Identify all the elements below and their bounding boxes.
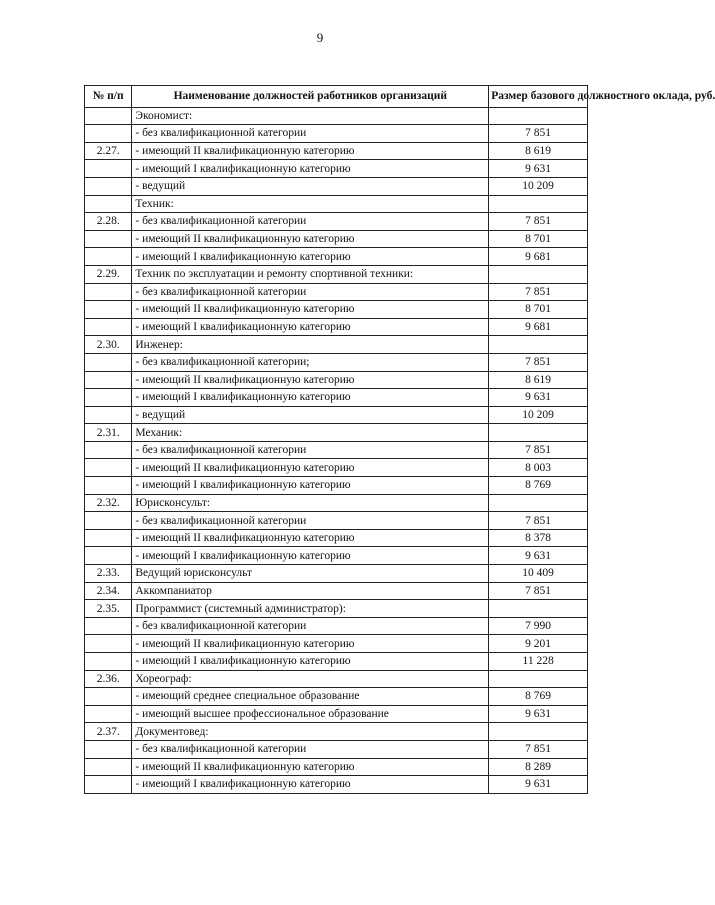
row-number-cell xyxy=(85,248,132,266)
table-row xyxy=(85,353,588,371)
salary-cell: 8 003 xyxy=(489,459,588,477)
table-row xyxy=(85,565,588,583)
position-name-cell: - имеющий высшее профессиональное образование xyxy=(132,705,489,723)
position-name-cell: - ведущий xyxy=(132,177,489,195)
row-number-cell: 2.33. xyxy=(85,565,132,583)
salary-cell: 8 619 xyxy=(489,142,588,160)
table-row xyxy=(85,617,588,635)
table-row xyxy=(85,670,588,688)
row-number-cell xyxy=(85,283,132,301)
salary-cell: 10 209 xyxy=(489,406,588,424)
salary-cell: 7 990 xyxy=(489,617,588,635)
table-row xyxy=(85,230,588,248)
salary-cell: 8 619 xyxy=(489,371,588,389)
row-number-cell xyxy=(85,353,132,371)
position-name-cell: - без квалификационной категории xyxy=(132,213,489,231)
table-row xyxy=(85,635,588,653)
table-row xyxy=(85,723,588,741)
table-body xyxy=(85,107,588,793)
position-name-cell: - без квалификационной категории xyxy=(132,617,489,635)
salary-cell: 8 378 xyxy=(489,529,588,547)
row-number-cell xyxy=(85,389,132,407)
column-header-number: № п/п xyxy=(85,86,132,108)
salary-cell xyxy=(489,723,588,741)
position-name-cell: - имеющий I квалификационную категорию xyxy=(132,160,489,178)
table-row xyxy=(85,653,588,671)
table-row xyxy=(85,477,588,495)
row-number-cell xyxy=(85,758,132,776)
table-row xyxy=(85,582,588,600)
table-row xyxy=(85,406,588,424)
salary-cell: 10 409 xyxy=(489,565,588,583)
salary-cell: 9 631 xyxy=(489,160,588,178)
table-row xyxy=(85,283,588,301)
salary-cell: 7 851 xyxy=(489,740,588,758)
row-number-cell xyxy=(85,160,132,178)
position-name-cell: - без квалификационной категории xyxy=(132,125,489,143)
position-name-cell: - имеющий II квалификационную категорию xyxy=(132,529,489,547)
position-name-cell: Техник по эксплуатации и ремонту спортивной техники: xyxy=(132,265,489,283)
row-number-cell xyxy=(85,459,132,477)
column-header-salary: Размер базового должностного оклада, руб. xyxy=(489,86,588,108)
row-number-cell: 2.29. xyxy=(85,265,132,283)
position-name-cell: Хореограф: xyxy=(132,670,489,688)
table-row xyxy=(85,688,588,706)
row-number-cell: 2.27. xyxy=(85,142,132,160)
row-number-cell xyxy=(85,195,132,213)
salary-cell: 7 851 xyxy=(489,213,588,231)
row-number-cell: 2.28. xyxy=(85,213,132,231)
table-row xyxy=(85,195,588,213)
salary-cell xyxy=(489,670,588,688)
table-row xyxy=(85,389,588,407)
salary-cell xyxy=(489,600,588,618)
salary-cell xyxy=(489,424,588,442)
table-row xyxy=(85,336,588,354)
row-number-cell xyxy=(85,740,132,758)
table-row xyxy=(85,213,588,231)
salary-cell: 8 701 xyxy=(489,230,588,248)
row-number-cell xyxy=(85,512,132,530)
table-row xyxy=(85,142,588,160)
position-name-cell: - имеющий II квалификационную категорию xyxy=(132,635,489,653)
position-name-cell: - имеющий II квалификационную категорию xyxy=(132,758,489,776)
salary-cell: 7 851 xyxy=(489,582,588,600)
row-number-cell xyxy=(85,547,132,565)
table-row xyxy=(85,248,588,266)
row-number-cell: 2.30. xyxy=(85,336,132,354)
salary-cell: 9 681 xyxy=(489,248,588,266)
table-row xyxy=(85,459,588,477)
table-row xyxy=(85,705,588,723)
salary-cell: 9 631 xyxy=(489,389,588,407)
table-row xyxy=(85,740,588,758)
position-name-cell: - без квалификационной категории; xyxy=(132,353,489,371)
table-row xyxy=(85,547,588,565)
position-name-cell: - имеющий среднее специальное образование xyxy=(132,688,489,706)
row-number-cell xyxy=(85,177,132,195)
table-row xyxy=(85,494,588,512)
position-name-cell: - без квалификационной категории xyxy=(132,512,489,530)
row-number-cell xyxy=(85,230,132,248)
position-name-cell: - ведущий xyxy=(132,406,489,424)
row-number-cell: 2.36. xyxy=(85,670,132,688)
position-name-cell: - имеющий I квалификационную категорию xyxy=(132,776,489,794)
position-name-cell: - имеющий I квалификационную категорию xyxy=(132,547,489,565)
position-name-cell: Документовед: xyxy=(132,723,489,741)
position-name-cell: - имеющий II квалификационную категорию xyxy=(132,230,489,248)
page-number: 9 xyxy=(316,30,324,45)
row-number-cell xyxy=(85,371,132,389)
position-name-cell: Юрисконсульт: xyxy=(132,494,489,512)
position-name-cell: - без квалификационной категории xyxy=(132,740,489,758)
table-row xyxy=(85,107,588,125)
table-row xyxy=(85,512,588,530)
salary-cell: 7 851 xyxy=(489,441,588,459)
salary-cell: 8 769 xyxy=(489,477,588,495)
salary-cell: 8 289 xyxy=(489,758,588,776)
position-name-cell: - имеющий II квалификационную категорию xyxy=(132,459,489,477)
row-number-cell xyxy=(85,776,132,794)
position-name-cell: Экономист: xyxy=(132,107,489,125)
table-row xyxy=(85,776,588,794)
table-row xyxy=(85,758,588,776)
salary-cell xyxy=(489,195,588,213)
row-number-cell: 2.31. xyxy=(85,424,132,442)
row-number-cell xyxy=(85,529,132,547)
row-number-cell xyxy=(85,107,132,125)
position-name-cell: - имеющий I квалификационную категорию xyxy=(132,477,489,495)
position-name-cell: - имеющий I квалификационную категорию xyxy=(132,653,489,671)
position-name-cell: - без квалификационной категории xyxy=(132,283,489,301)
position-name-cell: Программист (системный администратор): xyxy=(132,600,489,618)
salary-cell: 7 851 xyxy=(489,353,588,371)
salary-cell xyxy=(489,265,588,283)
row-number-cell: 2.32. xyxy=(85,494,132,512)
row-number-cell: 2.34. xyxy=(85,582,132,600)
position-name-cell: - без квалификационной категории xyxy=(132,441,489,459)
salary-cell: 9 631 xyxy=(489,547,588,565)
position-name-cell: Техник: xyxy=(132,195,489,213)
salary-cell: 11 228 xyxy=(489,653,588,671)
position-name-cell: Аккомпаниатор xyxy=(132,582,489,600)
table-row xyxy=(85,125,588,143)
salary-cell: 8 769 xyxy=(489,688,588,706)
position-name-cell: - имеющий II квалификационную категорию xyxy=(132,371,489,389)
table-row xyxy=(85,424,588,442)
salary-cell xyxy=(489,494,588,512)
salary-cell: 9 631 xyxy=(489,705,588,723)
row-number-cell xyxy=(85,301,132,319)
position-name-cell: - имеющий II квалификационную категорию xyxy=(132,301,489,319)
salary-cell xyxy=(489,107,588,125)
table-row xyxy=(85,529,588,547)
row-number-cell xyxy=(85,688,132,706)
salary-table xyxy=(84,85,715,794)
salary-cell: 10 209 xyxy=(489,177,588,195)
salary-cell: 7 851 xyxy=(489,512,588,530)
row-number-cell xyxy=(85,653,132,671)
row-number-cell xyxy=(85,125,132,143)
table-row xyxy=(85,441,588,459)
row-number-cell: 2.35. xyxy=(85,600,132,618)
table-row xyxy=(85,160,588,178)
salary-cell: 8 701 xyxy=(489,301,588,319)
row-number-cell xyxy=(85,406,132,424)
salary-cell xyxy=(489,336,588,354)
table-header-row xyxy=(85,86,588,108)
salary-cell: 9 201 xyxy=(489,635,588,653)
salary-cell: 7 851 xyxy=(489,125,588,143)
position-name-cell: - имеющий I квалификационную категорию xyxy=(132,248,489,266)
row-number-cell xyxy=(85,477,132,495)
position-name-cell: Инженер: xyxy=(132,336,489,354)
position-name-cell: Механик: xyxy=(132,424,489,442)
table-row xyxy=(85,265,588,283)
position-name-cell: Ведущий юрисконсульт xyxy=(132,565,489,583)
position-name-cell: - имеющий I квалификационную категорию xyxy=(132,389,489,407)
row-number-cell xyxy=(85,617,132,635)
row-number-cell xyxy=(85,318,132,336)
column-header-position: Наименование должностей работников организаций xyxy=(132,86,489,108)
table-row xyxy=(85,600,588,618)
table-row xyxy=(85,318,588,336)
position-name-cell: - имеющий II квалификационную категорию xyxy=(132,142,489,160)
table-row xyxy=(85,371,588,389)
salary-cell: 9 681 xyxy=(489,318,588,336)
row-number-cell xyxy=(85,705,132,723)
position-name-cell: - имеющий I квалификационную категорию xyxy=(132,318,489,336)
table-row xyxy=(85,301,588,319)
salary-cell: 7 851 xyxy=(489,283,588,301)
salary-cell: 9 631 xyxy=(489,776,588,794)
row-number-cell xyxy=(85,441,132,459)
table-row xyxy=(85,177,588,195)
row-number-cell xyxy=(85,635,132,653)
row-number-cell: 2.37. xyxy=(85,723,132,741)
